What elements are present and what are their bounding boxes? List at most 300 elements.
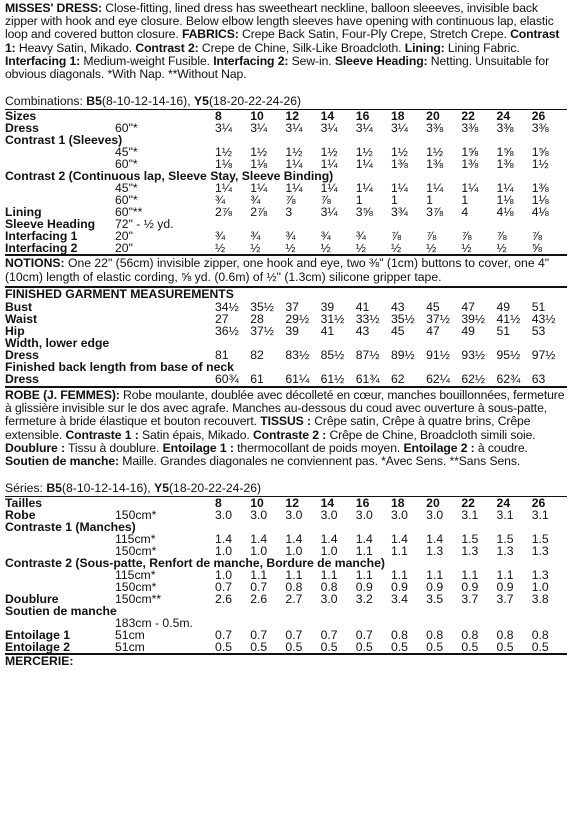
yardage-value: 2.6 [250, 592, 268, 607]
yardage-value: 1¼ [426, 181, 444, 196]
fr-description-text: Robe moulante, doublée avec décolleté en cœur, manches bouillonnées, fermeture à glissière invisible sur le dos avec agrafe. Manches au-dessous du coud avec ouverture à sous-patte, fermeture à bride élastique et bouton recouvert. [5, 388, 565, 429]
yardage-value: 1½ [531, 157, 549, 172]
yardage-value: 0.5 [390, 640, 408, 655]
table-section-label: Contrast 2 (Continuous lap, Sleeve Stay, Sleeve Binding) [5, 169, 334, 184]
yardage-value: 1⅛ [250, 157, 268, 172]
measurement-value: 85½ [320, 348, 345, 363]
yardage-value: 3⅝ [355, 205, 373, 220]
yardage-value: 1¼ [285, 157, 303, 172]
size-header: 8 [215, 496, 222, 511]
size-header: 12 [285, 109, 299, 124]
pattern-envelope-back [5, 1, 567, 669]
series-b5-sizes: (8-10-12-14-16), [61, 481, 155, 496]
yardage-value: 1.4 [250, 532, 268, 547]
fabric-width: 60"* [115, 193, 138, 208]
contrast1-label: Contrast 1: [5, 27, 560, 55]
measurement-value: 41 [355, 300, 370, 315]
size-header: 10 [250, 109, 264, 124]
yardage-value: 2.7 [285, 592, 303, 607]
measurement-label: Dress [5, 348, 39, 363]
size-header: 14 [320, 109, 335, 124]
yardage-value: 0.8 [531, 628, 549, 643]
interfacing1-label: Interfacing 1: [5, 53, 81, 68]
yardage-value: ½ [461, 241, 472, 256]
yardage-value: 1.0 [285, 544, 303, 559]
yardage-value: 3⅞ [426, 205, 444, 220]
series-y5-sizes: (18-20-22-24-26) [168, 481, 262, 496]
measurement-value: 41½ [496, 312, 521, 327]
measurement-label: Bust [5, 300, 33, 315]
yardage-value: ¾ [320, 229, 331, 244]
yardage-value: ½ [355, 241, 366, 256]
measurement-value: 41 [320, 324, 335, 339]
contraste1-label: Contraste 1 : [65, 427, 139, 442]
table-section-label: Soutien de manche [5, 604, 117, 619]
fabric-width: 51cm [115, 628, 145, 643]
yardage-value: 1.1 [320, 568, 338, 583]
yardage-value: 3.0 [215, 508, 232, 523]
yardage-value: 1¼ [390, 181, 408, 196]
measurements-table [5, 301, 567, 385]
measurement-value: 82 [250, 348, 264, 363]
fabrics-label: FABRICS: [181, 27, 239, 42]
yardage-value: 1¼ [461, 181, 479, 196]
combinations-prefix: Combinations: [5, 94, 87, 109]
yardage-value: 0.8 [496, 628, 514, 643]
size-header: 26 [531, 496, 546, 511]
yardage-value: 3 [285, 205, 293, 220]
series-y5: Y5 [154, 481, 169, 496]
yardage-value: 1.1 [496, 568, 514, 583]
yardage-value: 1½ [285, 145, 303, 160]
fabric-width: 51cm [115, 640, 145, 655]
measurement-value: 45 [426, 300, 440, 315]
row-label [5, 146, 115, 158]
yardage-value: 1⅛ [215, 157, 232, 172]
measurement-value: 63 [531, 372, 546, 387]
yardage-value: 1.1 [355, 568, 373, 583]
yardage-value: 3.2 [355, 592, 373, 607]
yardage-value: 3¼ [250, 121, 268, 136]
measurement-value: 62¾ [496, 372, 521, 387]
yardage-value: ⅞ [531, 229, 542, 244]
yardage-value: 1.1 [390, 568, 408, 583]
table-row [5, 373, 567, 385]
yardage-value: 0.7 [355, 628, 373, 643]
yardage-value: 0.7 [250, 580, 268, 595]
table-row [5, 242, 567, 254]
contraste2-text: Crêpe de Chine, Broadcloth simili soie. [326, 427, 536, 442]
measurement-label: Waist [5, 312, 38, 327]
yardage-value: 0.9 [461, 580, 479, 595]
size-header: 18 [390, 109, 405, 124]
row-label [5, 533, 115, 545]
contrast2-text: Crepe de Chine, Silk-Like Broadcloth. [198, 40, 405, 55]
yardage-value: 1¼ [320, 157, 338, 172]
yardage-value: 3.0 [355, 508, 373, 523]
lining-label: Lining: [404, 40, 445, 55]
fr-yardage-table [5, 497, 567, 653]
yardage-value: 1¼ [355, 181, 373, 196]
fr-notions-label-partial: MERCERIE: [5, 654, 74, 669]
table-header-label: Sizes [5, 109, 37, 124]
entoilage2-label: Entoilage 2 : [403, 440, 475, 455]
yardage-value: ½ [285, 241, 296, 256]
yardage-value: 3¼ [390, 121, 408, 136]
yardage-value: 1.4 [390, 532, 408, 547]
yardage-value: 3.4 [390, 592, 408, 607]
yardage-value: ⅝ [531, 241, 542, 256]
measurement-value: 37½ [250, 324, 274, 339]
measurement-value: 43 [355, 324, 370, 339]
yardage-value: 1⅜ [390, 157, 408, 172]
yardage-value: 2.6 [215, 592, 232, 607]
description-lead: MISSES' DRESS: [5, 1, 102, 15]
fabric-width: 20" [115, 241, 133, 256]
yardage-value: 1.0 [250, 544, 268, 559]
measurement-value: 37½ [426, 312, 450, 327]
yardage-value: 1½ [355, 145, 373, 160]
row-label: Entoilage 2 [5, 640, 71, 655]
combination-b5: B5 [86, 94, 102, 109]
measurement-value: 89½ [390, 348, 415, 363]
yardage-value: 0.5 [250, 640, 268, 655]
measurement-value: 81 [215, 348, 229, 363]
yardage-value: 1.3 [496, 544, 514, 559]
yardage-value: 1⅝ [461, 145, 479, 160]
size-header: 18 [390, 496, 405, 511]
measurement-value: 62¼ [426, 372, 450, 387]
yardage-value: 1 [390, 193, 398, 208]
yardage-value: 1.1 [285, 568, 303, 583]
size-header: 12 [285, 496, 299, 511]
contraste2-label: Contraste 2 : [252, 427, 327, 442]
yardage-value: ¾ [355, 229, 366, 244]
yardage-value: 3¼ [355, 121, 373, 136]
yardage-value: ⅞ [390, 229, 402, 244]
yardage-value: 3.0 [390, 508, 408, 523]
contrast1-text: Heavy Satin, Mikado. [15, 40, 136, 55]
fr-description-lead: ROBE (J. FEMMES): [5, 388, 120, 403]
measurement-value: 61¾ [355, 372, 380, 387]
measurements-title: FINISHED GARMENT MEASUREMENTS [5, 286, 234, 301]
yardage-value: 3.1 [531, 508, 549, 523]
measurement-value: 62½ [461, 372, 486, 387]
fabric-width: 150cm* [115, 544, 157, 559]
doublure-text: Tissu à doublure. [64, 440, 163, 455]
yardage-value: 1⅜ [461, 157, 479, 172]
measurement-value: 39 [285, 324, 299, 339]
yardage-value: 1⅜ [496, 157, 514, 172]
yardage-value: 0.5 [355, 640, 373, 655]
yardage-value: 1.0 [320, 544, 338, 559]
fabric-width: 45"* [115, 181, 138, 196]
tissus-label: TISSUS : [260, 414, 311, 429]
yardage-value: 1.4 [320, 532, 338, 547]
yardage-value: 1½ [250, 145, 268, 160]
measurement-value: 31½ [320, 312, 345, 327]
size-header: 20 [426, 496, 440, 511]
tissus-text: Crêpe satin, Crêpe à quatre brins, Crêpe extensible. [5, 414, 531, 442]
measurement-value: 83½ [285, 348, 310, 363]
measurement-value: 87½ [355, 348, 380, 363]
notions-label: NOTIONS: [5, 256, 65, 271]
measurement-value: 49 [461, 324, 475, 339]
yardage-value: 0.9 [426, 580, 444, 595]
yardage-value: 3¼ [215, 121, 232, 136]
measurement-value: 47 [426, 324, 440, 339]
measurement-value: 53 [531, 324, 546, 339]
measurement-value: 62 [390, 372, 405, 387]
yardage-value: 3¼ [285, 121, 303, 136]
yardage-value: 1.1 [461, 568, 479, 583]
yardage-value: 2⅞ [250, 205, 268, 220]
measurement-value: 39½ [461, 312, 486, 327]
yardage-value: ½ [426, 241, 437, 256]
fabric-width: 115cm* [115, 568, 156, 583]
yardage-value: 1.5 [461, 532, 479, 547]
measurement-value: 33½ [355, 312, 380, 327]
fabric-width: 20" [115, 229, 133, 244]
measurement-value: 39 [320, 300, 335, 315]
yardage-value: 1.4 [285, 532, 303, 547]
yardage-value: 0.8 [461, 628, 479, 643]
yardage-value: 1½ [215, 145, 232, 160]
fabric-width: 60"* [115, 121, 138, 136]
yardage-value: 1⅜ [426, 157, 444, 172]
measurement-value: 45 [390, 324, 405, 339]
size-header: 14 [320, 496, 335, 511]
size-header: 24 [496, 109, 511, 124]
yardage-value: 3¼ [320, 205, 338, 220]
yardage-value: 0.5 [285, 640, 303, 655]
yardage-value: ½ [496, 241, 507, 256]
fr-combinations [5, 482, 567, 495]
row-label [5, 569, 115, 581]
yardage-value: 0.7 [215, 628, 232, 643]
yardage-value: 1.0 [215, 568, 232, 583]
measurement-value: 95½ [496, 348, 521, 363]
yardage-value: ½ [390, 241, 402, 256]
measurement-value: 37 [285, 300, 299, 315]
fabric-width: 150cm** [115, 592, 162, 607]
measurement-value: 27 [215, 312, 229, 327]
yardage-value: 1⅛ [496, 193, 514, 208]
measurement-value: 43 [390, 300, 405, 315]
yardage-value: 4⅛ [531, 205, 549, 220]
yardage-value: 0.7 [320, 628, 338, 643]
yardage-value: 1.1 [355, 544, 373, 559]
yardage-value: 1⅝ [496, 145, 514, 160]
interfacing2-label: Interfacing 2: [213, 53, 289, 68]
yardage-value: 1.4 [426, 532, 444, 547]
size-header: 26 [531, 109, 546, 124]
size-header: 8 [215, 109, 222, 124]
fabric-width: 60"* [115, 157, 138, 172]
row-label [5, 182, 115, 194]
yardage-value: ⅞ [320, 193, 331, 208]
fabric-width: 45"* [115, 145, 138, 160]
size-header: 16 [355, 496, 370, 511]
yardage-value: 4⅛ [496, 205, 514, 220]
combination-y5: Y5 [194, 94, 209, 109]
contrast2-label: Contrast 2: [135, 40, 199, 55]
yardage-value: 3.0 [250, 508, 268, 523]
yardage-value: ⅞ [461, 229, 472, 244]
doublure-label: Doublure : [5, 440, 65, 455]
measurement-value: 35½ [250, 300, 274, 315]
measurement-value: 61 [250, 372, 264, 387]
yardage-value: 1¼ [496, 181, 514, 196]
yardage-value: 1⅝ [531, 145, 549, 160]
size-header: 10 [250, 496, 264, 511]
measurement-value: 91½ [426, 348, 450, 363]
table-row [5, 605, 567, 617]
yardage-value: 3¾ [390, 205, 408, 220]
yardage-value: 0.7 [215, 580, 232, 595]
yardage-value: 0.5 [426, 640, 444, 655]
yardage-value: 3⅜ [531, 121, 549, 136]
yardage-value: 0.8 [285, 580, 303, 595]
yardage-value: 0.9 [390, 580, 408, 595]
row-label: Dress [5, 121, 39, 136]
yardage-value: 1 [426, 193, 433, 208]
yardage-value: ½ [215, 241, 226, 256]
yardage-value: 0.7 [285, 628, 303, 643]
entoilage1-label: Entoilage 1 : [162, 440, 234, 455]
yardage-value: 3.5 [426, 592, 444, 607]
measurement-value: 97½ [531, 348, 556, 363]
yardage-value: 1.5 [531, 532, 549, 547]
yardage-value: 1¼ [355, 157, 373, 172]
yardage-value: 1¼ [250, 181, 268, 196]
yardage-value: 3.0 [320, 508, 338, 523]
yardage-value: ⅞ [285, 193, 296, 208]
yardage-value: 1.1 [426, 568, 444, 583]
table-section-label: Contraste 1 (Manches) [5, 520, 136, 535]
size-header: 16 [355, 109, 370, 124]
size-header: 22 [461, 496, 475, 511]
en-description [5, 2, 567, 81]
measurement-value: 61½ [320, 372, 345, 387]
yardage-value: 1½ [390, 145, 408, 160]
yardage-value: 1⅛ [531, 193, 549, 208]
measurement-value: 61¼ [285, 372, 310, 387]
yardage-value: 1.0 [531, 580, 549, 595]
yardage-value: 1 [355, 193, 363, 208]
fabric-width: 60"** [115, 205, 143, 220]
yardage-value: 1⅜ [531, 181, 549, 196]
yardage-value: 0.7 [250, 628, 268, 643]
row-label: Interfacing 1 [5, 229, 78, 244]
yardage-value: ¾ [215, 229, 226, 244]
yardage-value: 3.1 [461, 508, 479, 523]
en-yardage-table [5, 110, 567, 254]
table-section-label: Contrast 1 (Sleeves) [5, 133, 123, 148]
row-label: Entoilage 1 [5, 628, 71, 643]
soutien-text: Maille. Grandes diagonales ne conviennent pas. *Avec Sens. **Sans Sens. [119, 454, 521, 469]
yardage-value: 3⅜ [426, 121, 444, 136]
yardage-value: 0.9 [355, 580, 373, 595]
measurement-value: 29½ [285, 312, 310, 327]
yardage-value: 1 [461, 193, 469, 208]
yardage-value: 1.5 [496, 532, 514, 547]
yardage-value: 0.8 [320, 580, 338, 595]
measurement-value: 49 [496, 300, 511, 315]
yardage-value: 0.8 [426, 628, 444, 643]
size-header: 20 [426, 109, 440, 124]
yardage-value: ½ [320, 241, 331, 256]
measurement-value: 34½ [215, 300, 239, 315]
yardage-value: 1¼ [320, 181, 338, 196]
yardage-value: 0.8 [390, 628, 408, 643]
yardage-value: 3⅜ [496, 121, 514, 136]
interfacing1-text: Medium-weight Fusible. [80, 53, 214, 68]
interfacing2-text: Sew-in. [288, 53, 335, 68]
yardage-value: 0.5 [320, 640, 338, 655]
fabrics-text: Crepe Back Satin, Four-Ply Crepe, Stretch Crepe. [238, 27, 511, 42]
soutien-label: Soutien de manche: [5, 454, 119, 469]
yardage-value: 1.4 [215, 532, 232, 547]
measurement-label: Hip [5, 324, 25, 339]
yardage-value: 0.5 [531, 640, 549, 655]
row-label: Sleeve Heading [5, 217, 96, 232]
yardage-value: 3⅜ [461, 121, 479, 136]
yardage-value: ⅞ [426, 229, 437, 244]
sleeve-heading-label: Sleeve Heading: [334, 53, 428, 68]
combination-b5-sizes: (8-10-12-14-16), [101, 94, 195, 109]
notions-text: One 22" (56cm) invisible zipper, one hook and eye, two ⅜" (1cm) buttons to cover, one 4" (10cm) length of elastic cording, ⅝ yd. (0.6m) of ½" (1.3cm) silicone gripper tape. [5, 256, 550, 284]
yardage-value: 3¼ [320, 121, 338, 136]
yardage-value: 1.3 [426, 544, 444, 559]
yardage-value: 0.5 [461, 640, 479, 655]
yardage-value: 1.4 [355, 532, 373, 547]
yardage-value: 1½ [320, 145, 338, 160]
entoilage1-text: thermocollant de poids moyen. [233, 440, 404, 455]
measurement-value: 43½ [531, 312, 556, 327]
yardage-value: 3.7 [496, 592, 514, 607]
lining-text: Lining Fabric. [444, 40, 520, 55]
en-combinations [5, 95, 567, 108]
measurement-value: 51 [496, 324, 511, 339]
fabric-width: 150cm* [115, 580, 157, 595]
row-label: Lining [5, 205, 42, 220]
yardage-value: ½ [250, 241, 261, 256]
measurement-value: 51 [531, 300, 546, 315]
measurement-value: 93½ [461, 348, 486, 363]
measurement-label: Dress [5, 372, 39, 387]
size-header: 24 [496, 496, 511, 511]
fabric-width: 72" - ½ yd. [115, 217, 174, 232]
yardage-value: ¾ [250, 229, 261, 244]
yardage-value: 3.8 [531, 592, 549, 607]
fabric-width: 183cm - 0.5m. [115, 616, 193, 631]
measurement-value: 36½ [215, 324, 239, 339]
measurement-value: 60¾ [215, 372, 239, 387]
series-prefix: Séries: [5, 481, 47, 496]
table-header-label: Tailles [5, 496, 43, 511]
yardage-value: 1.1 [250, 568, 268, 583]
table-section-label: Contraste 2 (Sous-patte, Renfort de manche, Bordure de manche) [5, 556, 385, 571]
yardage-value: 3.1 [496, 508, 514, 523]
combination-y5-sizes: (18-20-22-24-26) [208, 94, 302, 109]
yardage-value: 1½ [426, 145, 444, 160]
yardage-value: 1.1 [390, 544, 408, 559]
measurement-section-label: Finished back length from base of neck [5, 360, 234, 375]
series-b5: B5 [46, 481, 62, 496]
yardage-value: 1.3 [531, 568, 549, 583]
fr-description [5, 389, 567, 468]
